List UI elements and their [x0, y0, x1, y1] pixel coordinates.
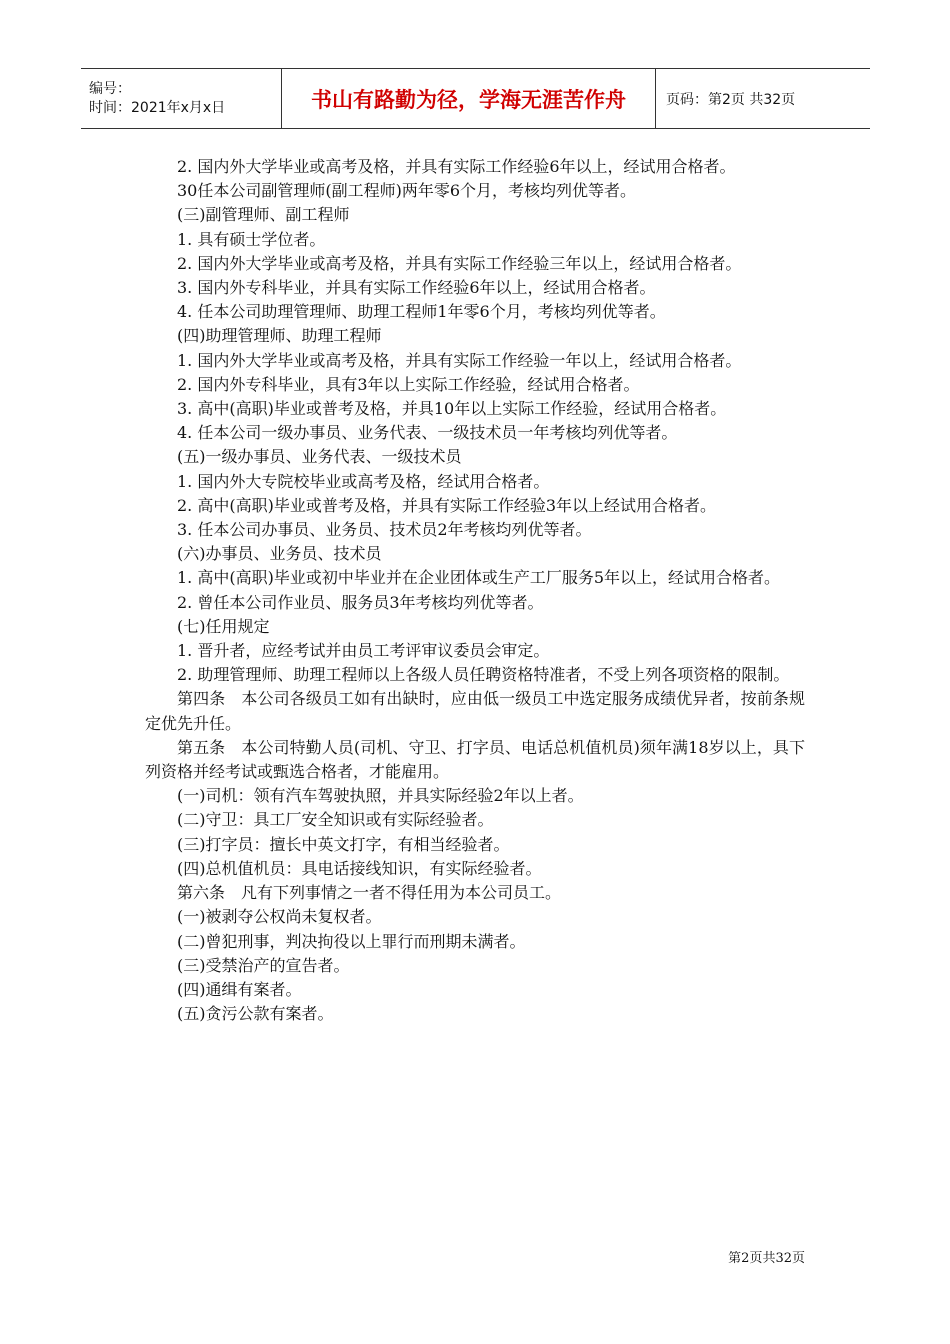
paragraph: 第五条 本公司特勤人员(司机、守卫、打字员、电话总机值机员)须年满18岁以上，具下列资格并经考试或甄选合格者，才能雇用。: [145, 737, 805, 782]
paragraph: (二)守卫：具工厂安全知识或有实际经验者。: [177, 810, 494, 830]
paragraph: (五)贪污公款有案者。: [177, 1004, 334, 1024]
paragraph: 第六条 凡有下列事情之一者不得任用为本公司员工。: [177, 883, 562, 903]
paragraph: 1. 国内外大专院校毕业或高考及格，经试用合格者。: [177, 471, 550, 491]
paragraph: 2. 高中(高职)毕业或普考及格，并具有实际工作经验3年以上经试用合格者。: [177, 495, 717, 515]
paragraph: (二)曾犯刑事，判决拘役以上罪行而刑期未满者。: [177, 931, 526, 951]
paragraph: 3. 任本公司办事员、业务员、技术员2年考核均列优等者。: [177, 520, 592, 540]
paragraph: (一)被剥夺公权尚未复权者。: [177, 907, 382, 927]
paragraph: 30任本公司副管理师(副工程师)两年零6个月，考核均列优等者。: [177, 181, 637, 201]
paragraph: (三)受禁治产的宣告者。: [177, 955, 350, 975]
paragraph: 第四条 本公司各级员工如有出缺时，应由低一级员工中选定服务成绩优异者，按前条规定优先升任。: [145, 689, 805, 733]
header-motto: 书山有路勤为径，学海无涯苦作舟: [282, 69, 656, 128]
date-label: 时间：2021年x月x日: [89, 99, 226, 116]
paragraph: 4. 任本公司一级办事员、业务代表、一级技术员一年考核均列优等者。: [177, 423, 678, 443]
paragraph: 2. 助理管理师、助理工程师以上各级人员任聘资格特准者，不受上列各项资格的限制。: [177, 665, 790, 685]
paragraph: (七)任用规定: [177, 616, 270, 636]
paragraph: (一)司机：领有汽车驾驶执照，并具实际经验2年以上者。: [177, 786, 584, 806]
paragraph: 4. 任本公司助理管理师、助理工程师1年零6个月，考核均列优等者。: [177, 302, 666, 322]
paragraph: 3. 高中(高职)毕业或普考及格，并具10年以上实际工作经验，经试用合格者。: [177, 399, 727, 419]
paragraph: 1. 高中(高职)毕业或初中毕业并在企业团体或生产工厂服务5年以上，经试用合格者。: [177, 568, 781, 588]
page-header: [81, 68, 870, 129]
paragraph: 2. 曾任本公司作业员、服务员3年考核均列优等者。: [177, 592, 544, 612]
paragraph: 3. 国内外专科毕业，并具有实际工作经验6年以上，经试用合格者。: [177, 278, 656, 298]
paragraph: 1. 具有硕士学位者。: [177, 229, 326, 249]
paragraph: (三)副管理师、副工程师: [177, 205, 350, 225]
header-meta: [81, 69, 282, 128]
serial-label: 编号：: [89, 80, 131, 97]
paragraph: 2. 国内外大学毕业或高考及格，并具有实际工作经验6年以上，经试用合格者。: [177, 157, 736, 176]
paragraph: (六)办事员、业务员、技术员: [177, 544, 382, 564]
paragraph: (四)通缉有案者。: [177, 979, 302, 999]
document-body: [145, 155, 805, 1026]
paragraph: 2. 国内外专科毕业，具有3年以上实际工作经验，经试用合格者。: [177, 374, 640, 394]
paragraph: 2. 国内外大学毕业或高考及格，并具有实际工作经验三年以上，经试用合格者。: [177, 253, 742, 273]
paragraph: (四)助理管理师、助理工程师: [177, 326, 382, 346]
paragraph: 1. 国内外大学毕业或高考及格，并具有实际工作经验一年以上，经试用合格者。: [177, 350, 742, 370]
paragraph: (三)打字员：擅长中英文打字，有相当经验者。: [177, 834, 510, 854]
paragraph: (四)总机值机员：具电话接线知识，有实际经验者。: [177, 858, 542, 878]
paragraph: 1. 晋升者，应经考试并由员工考评审议委员会审定。: [177, 641, 550, 661]
page-footer: 第2页共32页: [728, 1251, 805, 1266]
paragraph: (五)一级办事员、业务代表、一级技术员: [177, 447, 462, 467]
header-page-info: 页码：第2页 共32页: [666, 91, 796, 108]
